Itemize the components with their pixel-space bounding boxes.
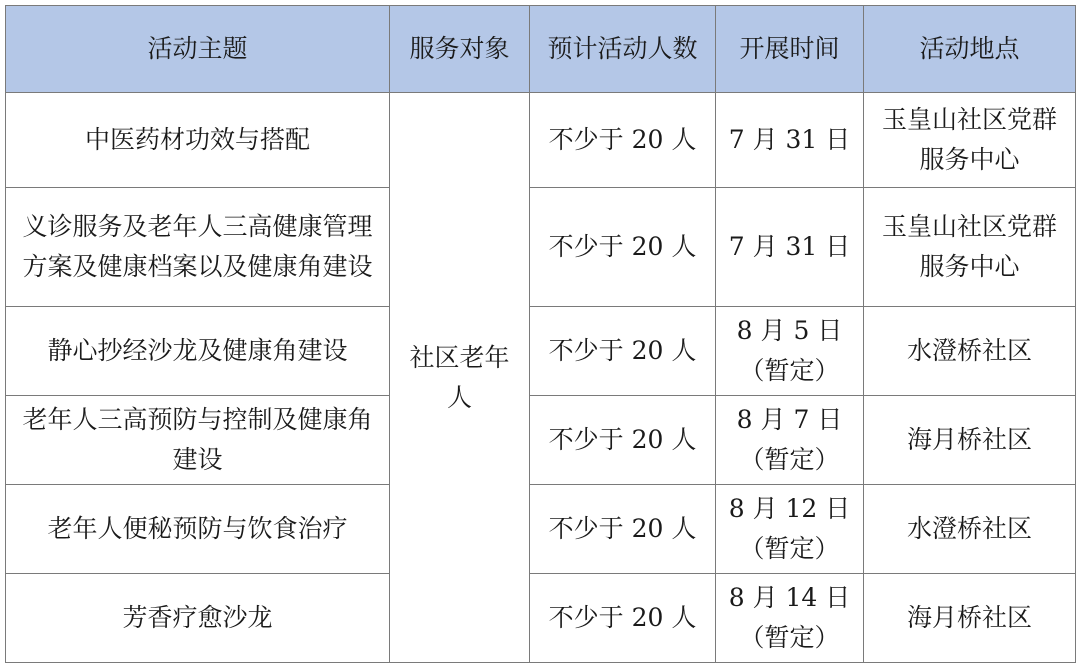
date-text: 8 月 5 日 bbox=[736, 316, 843, 345]
place-cell: 水澄桥社区 bbox=[864, 485, 1076, 574]
header-time: 开展时间 bbox=[716, 6, 864, 93]
count-cell: 不少于 20 人 bbox=[530, 188, 716, 307]
date-text: 8 月 14 日 bbox=[728, 583, 851, 612]
date-note: （暂定） bbox=[739, 445, 840, 474]
target-group-cell: 社区老年人 bbox=[390, 93, 530, 663]
table-row bbox=[6, 307, 1076, 396]
place-cell: 海月桥社区 bbox=[864, 574, 1076, 663]
topic-cell: 中医药材功效与搭配 bbox=[6, 93, 390, 188]
time-cell bbox=[716, 307, 864, 396]
topic-cell: 义诊服务及老年人三高健康管理方案及健康档案以及健康角建设 bbox=[6, 188, 390, 307]
time-cell bbox=[716, 485, 864, 574]
header-topic: 活动主题 bbox=[6, 6, 390, 93]
place-cell: 海月桥社区 bbox=[864, 396, 1076, 485]
table-row bbox=[6, 188, 1076, 307]
date-text: 8 月 12 日 bbox=[728, 494, 851, 523]
table-row bbox=[6, 93, 1076, 188]
table-row bbox=[6, 574, 1076, 663]
time-cell bbox=[716, 188, 864, 307]
place-cell: 玉皇山社区党群服务中心 bbox=[864, 93, 1076, 188]
time-cell bbox=[716, 574, 864, 663]
date-note: （暂定） bbox=[739, 356, 840, 385]
date-text: 7 月 31 日 bbox=[728, 232, 851, 261]
header-count: 预计活动人数 bbox=[530, 6, 716, 93]
topic-cell: 老年人便秘预防与饮食治疗 bbox=[6, 485, 390, 574]
activity-schedule-table bbox=[5, 5, 1076, 663]
table-row bbox=[6, 485, 1076, 574]
count-cell: 不少于 20 人 bbox=[530, 93, 716, 188]
date-text: 7 月 31 日 bbox=[728, 125, 851, 154]
date-note: （暂定） bbox=[739, 623, 840, 652]
topic-cell: 静心抄经沙龙及健康角建设 bbox=[6, 307, 390, 396]
date-text: 8 月 7 日 bbox=[736, 405, 843, 434]
place-cell: 水澄桥社区 bbox=[864, 307, 1076, 396]
count-cell: 不少于 20 人 bbox=[530, 307, 716, 396]
count-cell: 不少于 20 人 bbox=[530, 485, 716, 574]
time-cell bbox=[716, 396, 864, 485]
topic-cell: 芳香疗愈沙龙 bbox=[6, 574, 390, 663]
place-cell: 玉皇山社区党群服务中心 bbox=[864, 188, 1076, 307]
header-place: 活动地点 bbox=[864, 6, 1076, 93]
time-cell bbox=[716, 93, 864, 188]
header-target: 服务对象 bbox=[390, 6, 530, 93]
count-cell: 不少于 20 人 bbox=[530, 396, 716, 485]
table-header-row bbox=[6, 6, 1076, 93]
topic-cell: 老年人三高预防与控制及健康角建设 bbox=[6, 396, 390, 485]
date-note: （暂定） bbox=[739, 534, 840, 563]
table-row bbox=[6, 396, 1076, 485]
count-cell: 不少于 20 人 bbox=[530, 574, 716, 663]
